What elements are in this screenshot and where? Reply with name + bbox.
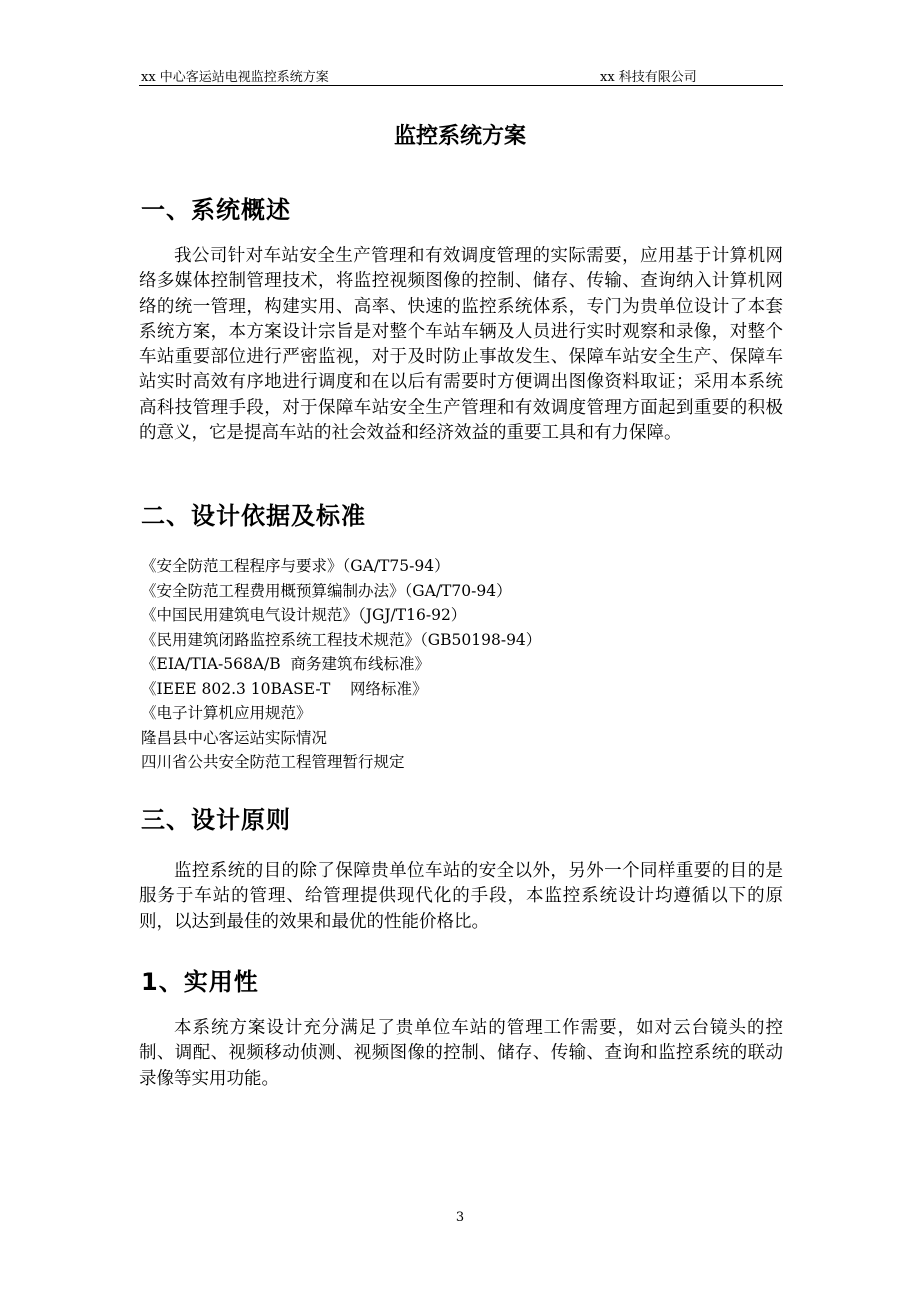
page-number: 3 [455, 1210, 465, 1225]
reference-item: 《EIA/TIA-568A/B 商务建筑布线标准》 [141, 655, 430, 673]
section-heading-principles: 三、设计原则 [141, 806, 291, 834]
section-heading-basis: 二、设计依据及标准 [141, 502, 366, 530]
paragraph: 监控系统的目的除了保障贵单位车站的安全以外，另外一个同样重要的目的是服务于车站的管理、给管理提供现代化的手段，本监控系统设计均遵循以下的原则，以达到最佳的效果和最优的性能价格比。 [139, 861, 783, 932]
section-body-principles [139, 859, 783, 935]
section-heading-overview: 一、系统概述 [141, 196, 291, 224]
reference-item: 《安全防范工程费用概预算编制办法》（GA/T70-94） [141, 581, 512, 600]
reference-item: 《IEEE 802.3 10BASE-T 网络标准》 [141, 679, 428, 698]
reference-item: 隆昌县中心客运站实际情况 [141, 728, 328, 747]
reference-item: 《中国民用建筑电气设计规范》（JGJ/T16-92） [141, 606, 467, 624]
reference-item: 四川省公共安全防范工程管理暂行规定 [141, 753, 405, 771]
reference-item: 《民用建筑闭路监控系统工程技术规范》（GB50198-94） [141, 630, 542, 649]
paragraph: 我公司针对车站安全生产管理和有效调度管理的实际需要，应用基于计算机网络多媒体控制管理技术，将监控视频图像的控制、储存、传输、查询纳入计算机网络的统一管理，构建实用、高率、快速的监控系统体系，专门为贵单位设计了本套系统方案，本方案设计宗旨是对整个车站车辆及人员进行实时观察和录像，对整个车站重要部位进行严密监视，对于及时防止事故发生、保障车站安全生产、保障车站实时高效有序地进行调度和在以后有需要时方便调出图像资料取证；采用本系统高科技管理手段，对于保障车站安全生产管理和有效调度管理方面起到重要的积极的意义，它是提高车站的社会效益和经济效益的重要工具和有力保障。 [139, 246, 783, 444]
header-left: xx 中心客运站电视监控系统方案 [141, 70, 329, 85]
reference-item: 《安全防范工程程序与要求》（GA/T75-94） [141, 557, 450, 575]
reference-item: 《电子计算机应用规范》 [141, 704, 312, 722]
paragraph: 本系统方案设计充分满足了贵单位车站的管理工作需要，如对云台镜头的控制、调配、视频移动侦测、视频图像的控制、储存、传输、查询和监控系统的联动录像等实用功能。 [139, 1018, 783, 1089]
reference-list [141, 554, 541, 775]
section-body-overview [139, 244, 783, 446]
section-body-practical [139, 1016, 783, 1092]
section-heading-practical: 1、实用性 [141, 968, 259, 996]
header-rule [139, 85, 783, 86]
header-right: xx 科技有限公司 [600, 70, 697, 85]
page-title: 监控系统方案 [393, 124, 526, 149]
